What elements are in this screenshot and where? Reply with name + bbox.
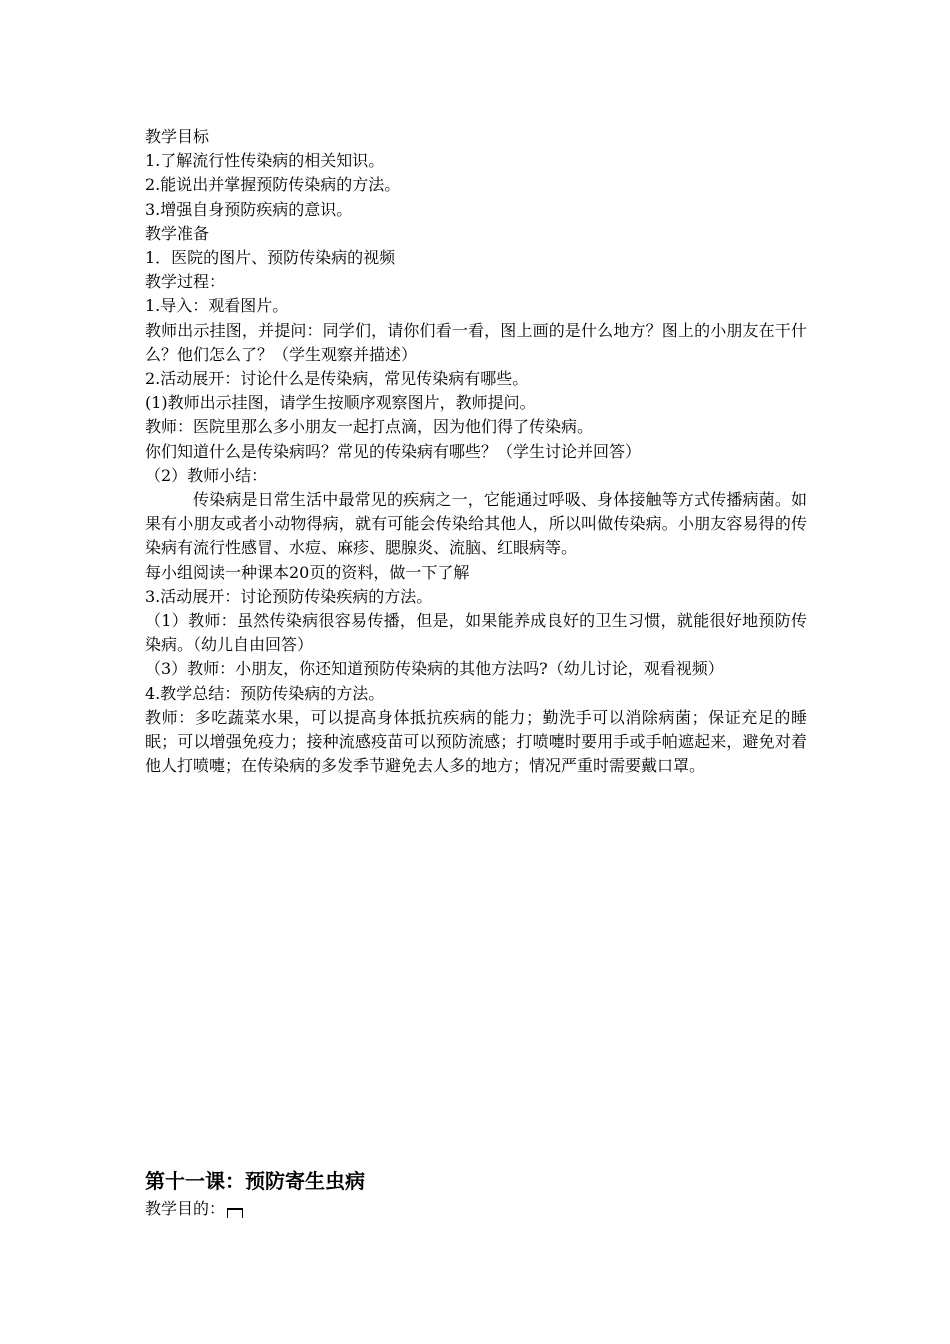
- process-step: 3.活动展开：讨论预防传染疾病的方法。: [145, 586, 433, 606]
- process-paragraph: 教师：医院里那么多小朋友一起打点滴，因为他们得了传染病。: [145, 417, 594, 437]
- goal-label: 教学目的：: [145, 1199, 226, 1218]
- process-paragraph: 每小组阅读一种课本20页的资料，做一下了解: [145, 562, 470, 582]
- process-paragraph: （2）教师小结：: [145, 465, 268, 485]
- lesson-title: 第十一课：预防寄生虫病: [145, 1169, 365, 1193]
- process-step: 2.活动展开：讨论什么是传染病，常见传染病有哪些。: [145, 369, 529, 389]
- conclusion-paragraph: 教师：多吃蔬菜水果，可以提高身体抵抗疾病的能力；勤洗手可以消除病菌；保证充足的睡眠；可以增强免疫力；接种流感疫苗可以预防流感；打喷嚏时要用手或手帕遮起来，避免对着他人打喷嚏；在传染病的多发季节避免去人多的地方；情况严重时需要戴口罩。: [145, 707, 807, 776]
- goal-item: 2.能说出并掌握预防传染病的方法。: [145, 175, 401, 195]
- heading-teaching-preparation: 教学准备: [145, 223, 210, 243]
- process-step: 1.导入：观看图片。: [145, 296, 289, 316]
- goal-line: [145, 1196, 807, 1222]
- process-paragraph: 教师出示挂图，并提问：同学们，请你们看一看，图上画的是什么地方？图上的小朋友在干什么？他们怎么了？（学生观察并描述）: [145, 320, 807, 364]
- goal-item: 3.增强自身预防疾病的意识。: [145, 199, 353, 219]
- process-paragraph: (1)教师出示挂图，请学生按顺序观察图片，教师提问。: [145, 393, 536, 413]
- process-step: 4.教学总结：预防传染病的方法。: [145, 683, 385, 703]
- heading-teaching-process: 教学过程：: [145, 272, 226, 292]
- next-lesson-section: [145, 1166, 807, 1222]
- process-paragraph: 你们知道什么是传染病吗？常见的传染病有哪些？（学生讨论并回答）: [145, 441, 642, 461]
- process-paragraph: （1）教师：虽然传染病很容易传播，但是，如果能养成良好的卫生习惯，就能很好地预防传染病。（幼儿自由回答）: [145, 611, 807, 655]
- summary-paragraph: 传染病是日常生活中最常见的疾病之一，它能通过呼吸、身体接触等方式传播病菌。如果有小朋友或者小动物得病，就有可能会传染给其他人，所以叫做传染病。小朋友容易得的传染病有流行性感冒、水痘、麻疹、腮腺炎、流脑、红眼病等。: [145, 490, 807, 558]
- heading-teaching-goals: 教学目标: [145, 127, 210, 146]
- process-paragraph: （3）教师：小朋友，你还知道预防传染病的其他方法吗?（幼儿讨论，观看视频）: [145, 659, 724, 679]
- goal-item: 1.了解流行性传染病的相关知识。: [145, 151, 385, 171]
- preparation-item: 1．医院的图片、预防传染病的视频: [145, 248, 396, 268]
- text-cursor-mark: [227, 1208, 243, 1218]
- lesson-body: [145, 125, 807, 778]
